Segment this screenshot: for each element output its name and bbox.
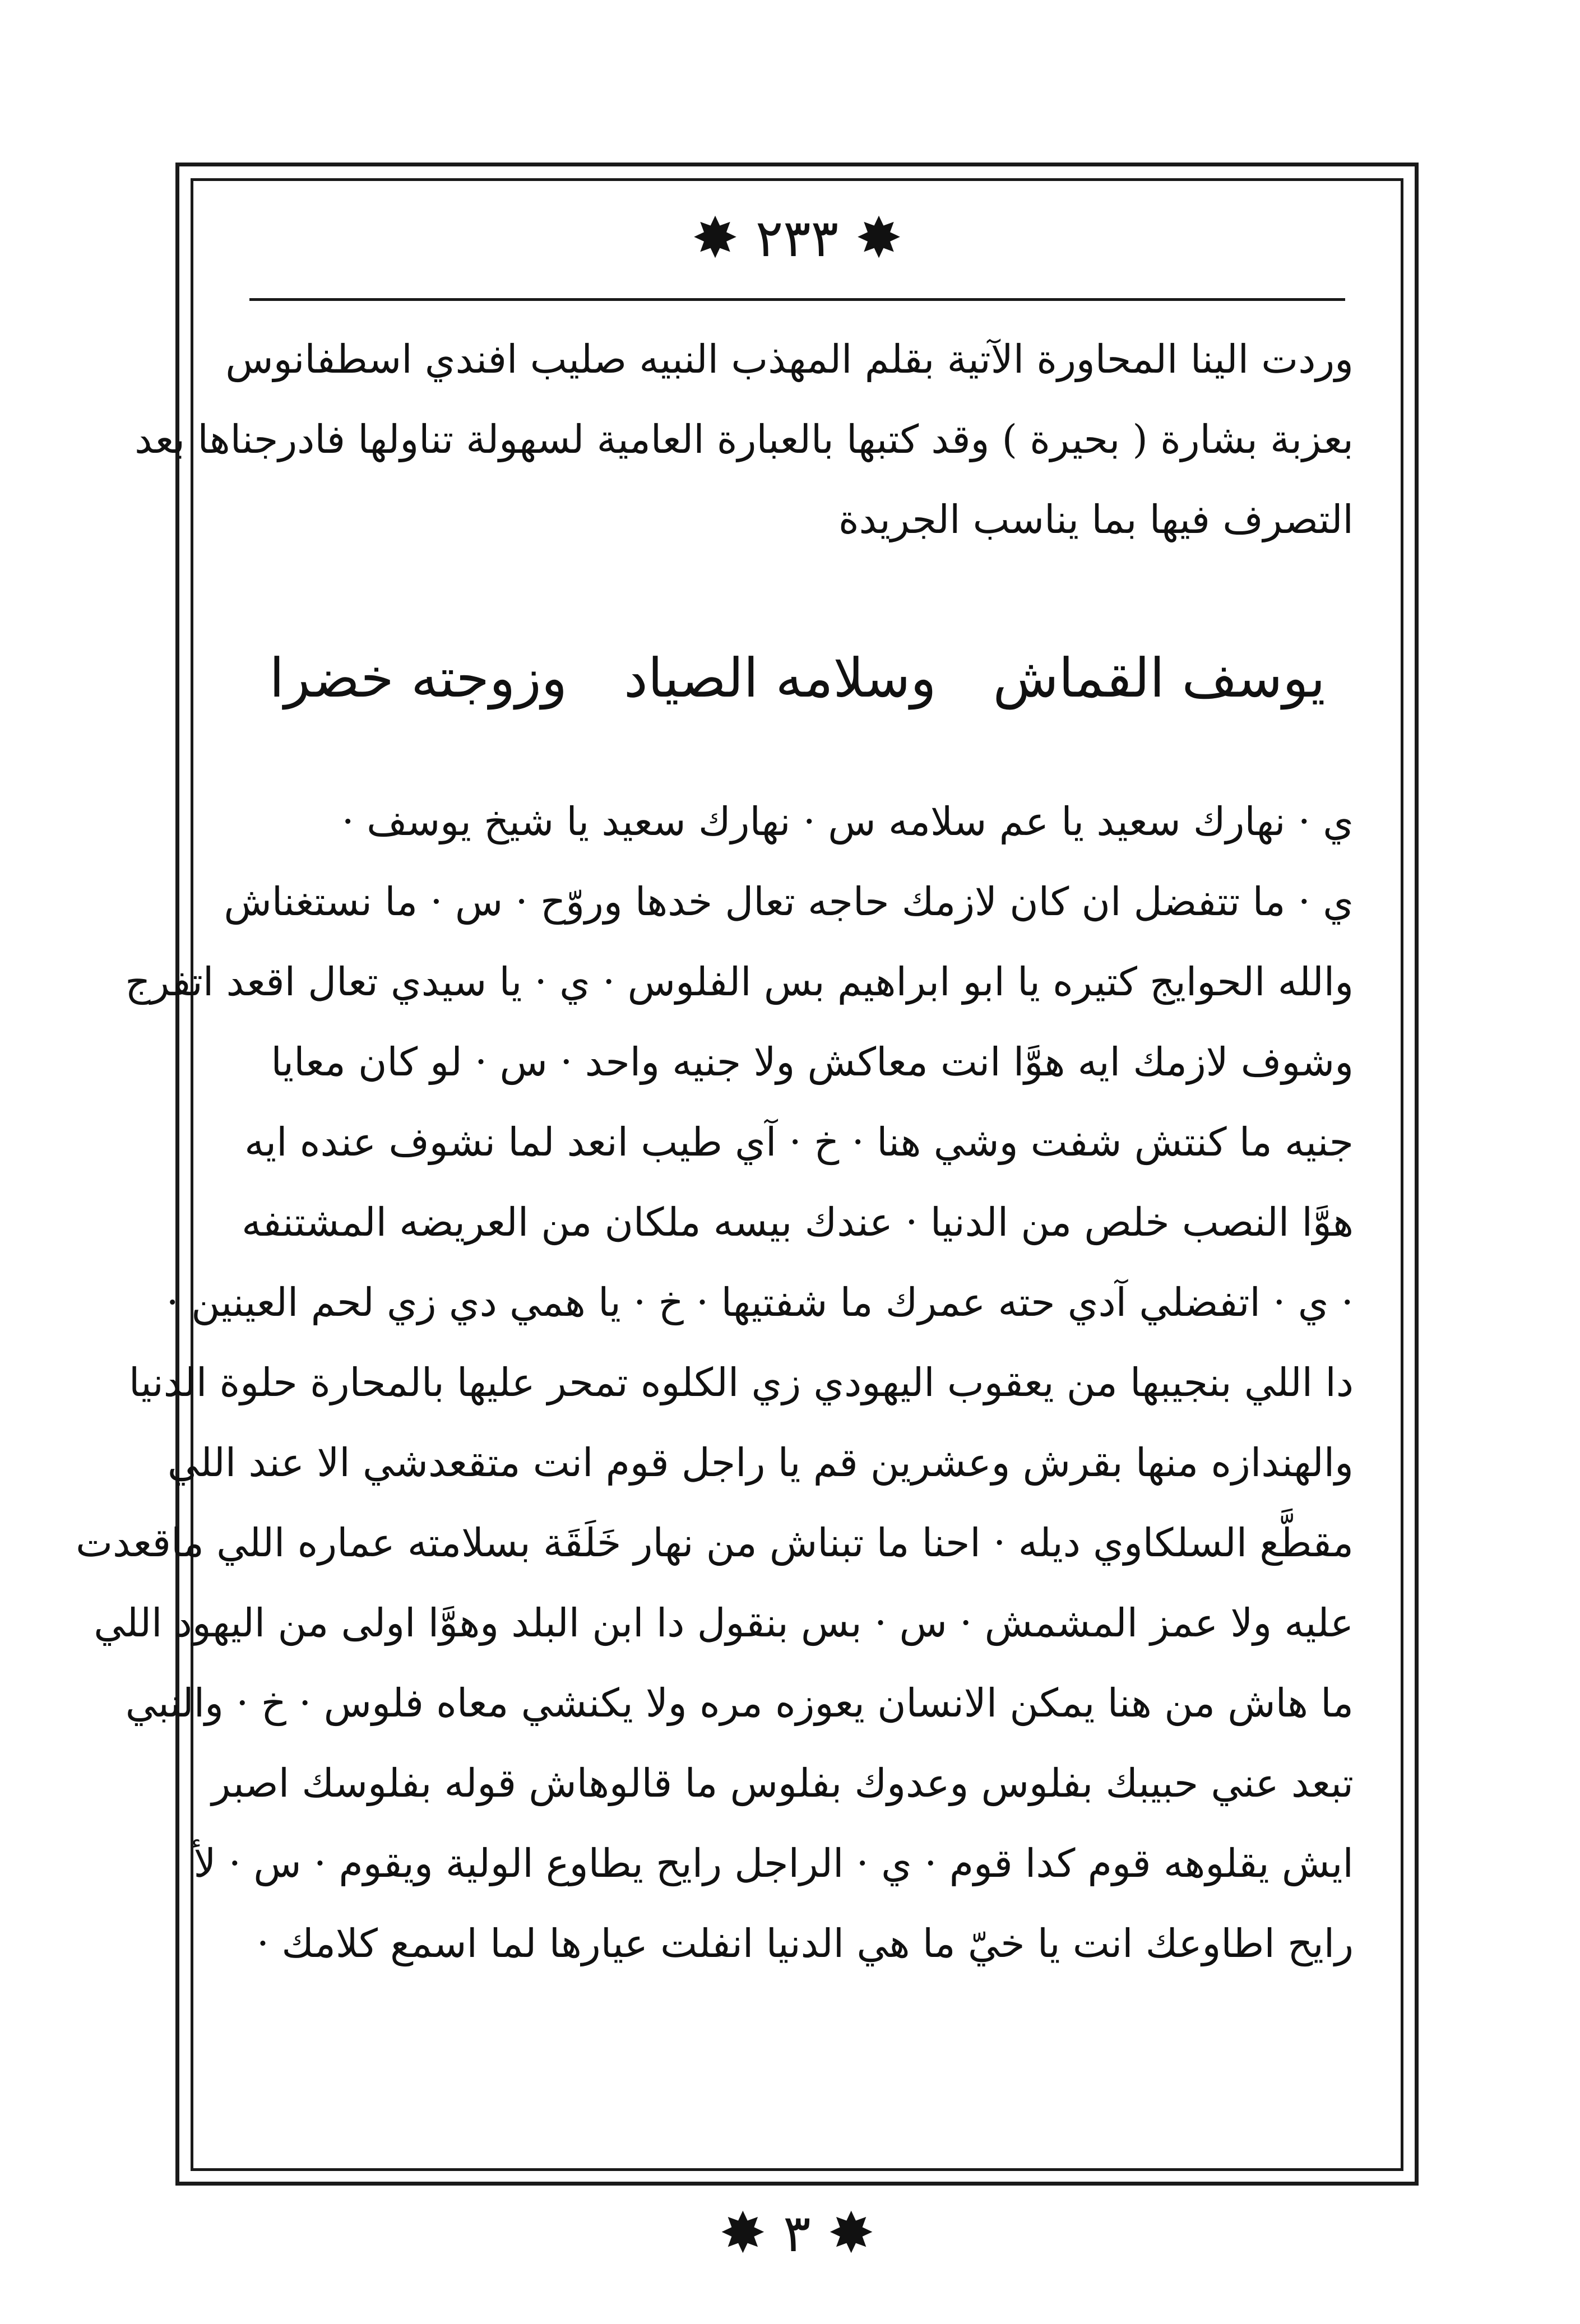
dialogue-line: والهندازه منها بقرش وعشرين قم يا راجل قوم انت متقعدشي الا عند اللي xyxy=(167,1440,1354,1486)
intro-line: وردت الينا المحاورة الآتية بقلم المهذب النبيه صليب افندي اسطفانوس xyxy=(225,336,1354,382)
ornament-right-icon: ✸ xyxy=(827,2200,875,2266)
dialogue-line: جنيه ما كنتش شفت وشي هنا · خ · آي طيب انعد لما نشوف عنده ايه xyxy=(244,1119,1354,1165)
cast-name-yusuf: يوسف القماش xyxy=(993,647,1326,709)
cast-name-salama: وسلامه الصياد xyxy=(623,647,937,709)
dialogue-line: تبعد عني حبيبك بفلوس وعدوك بفلوس ما قالوهاش قوله بفلوسك اصبر xyxy=(211,1760,1354,1806)
dialogue-line: مقطَّع السلكاوي ديله · احنا ما تبناش من نهار خَلَقَة بسلامته عماره اللي ماقعدت xyxy=(76,1520,1354,1566)
dialogue-line: ي · نهارك سعيد يا عم سلامه س · نهارك سعيد يا شيخ يوسف · xyxy=(341,799,1354,845)
dialogue-line: هوَّا النصب خلص من الدنيا · عندك بيسه ملكان من العريضه المشتنفه xyxy=(242,1199,1354,1245)
cast-heading xyxy=(241,628,1354,729)
page-header xyxy=(191,199,1403,277)
dialogue-line: عليه ولا عمز المشمش · س · بس بنقول دا ابن البلد وهوَّا اولى من اليهود اللي xyxy=(94,1600,1354,1646)
dialogue-line: وشوف لازمك ايه هوَّا انت معاكش ولا جنيه واحد · س · لو كان معايا xyxy=(271,1039,1354,1085)
dialogue-line: ايش يقلوهه قوم كدا قوم · ي · الراجل رايح يطاوع الولية ويقوم · س · لأ xyxy=(193,1840,1354,1886)
dialogue-line: ي · ما تتفضل ان كان لازمك حاجه تعال خدها وروّح · س · ما نستغناش xyxy=(224,879,1354,925)
ornament-left-icon: ✸ xyxy=(719,2200,767,2266)
dialogue-line: دا اللي بنجيبها من يعقوب اليهودي زي الكلوه تمحر عليها بالمحارة حلوة الدنيا xyxy=(128,1360,1354,1405)
header-page-number: ٢٣٣ xyxy=(755,208,839,268)
intro-line: التصرف فيها بما يناسب الجريدة xyxy=(838,497,1354,542)
header-divider xyxy=(249,298,1345,301)
ornament-right-icon: ✸ xyxy=(855,205,902,271)
dialogue-line: رايح اطاوعك انت يا خيّ ما هي الدنيا انفلت عيارها لما اسمع كلامك · xyxy=(256,1921,1354,1966)
dialogue-line: · ي · اتفضلي آدي حته عمرك ما شفتيها · خ · يا همي دي زي لحم العينين · xyxy=(166,1279,1354,1325)
intro-paragraph xyxy=(135,319,1354,560)
page-footer xyxy=(175,2194,1419,2272)
intro-line: بعزبة بشارة ( بحيرة ) وقد كتبها بالعبارة العامية لسهولة تناولها فادرجناها بعد xyxy=(135,416,1354,462)
footer-page-number: ٣ xyxy=(783,2203,811,2263)
dialogue-body xyxy=(76,782,1354,1984)
dialogue-line: ما هاش من هنا يمكن الانسان يعوزه مره ولا يكنشي معاه فلوس · خ · والنبي xyxy=(125,1680,1354,1726)
dialogue-line: والله الحوايج كتيره يا ابو ابراهيم بس الفلوس · ي · يا سيدي تعال اقعد اتفرج xyxy=(125,959,1354,1005)
ornament-left-icon: ✸ xyxy=(692,205,739,271)
cast-name-khadra: وزوجته خضرا xyxy=(269,647,568,709)
